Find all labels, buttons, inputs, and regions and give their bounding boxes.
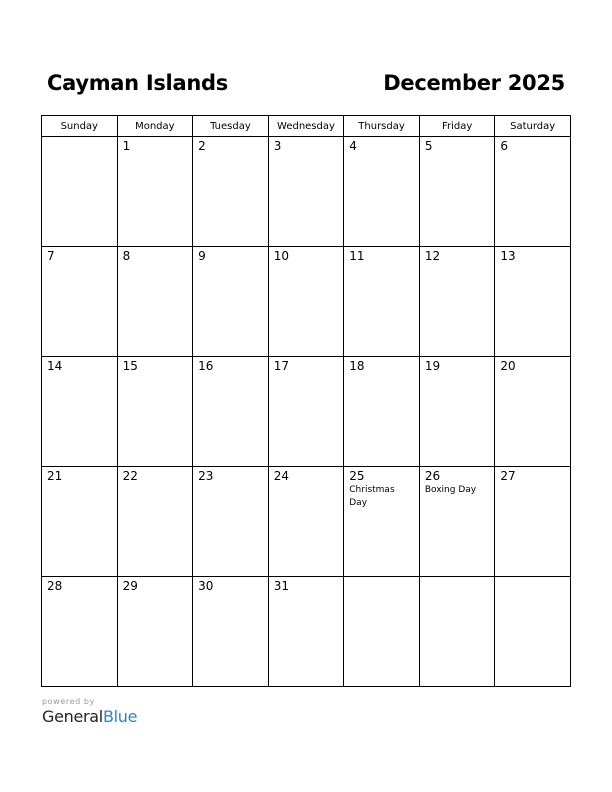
- day-number: 26: [424, 469, 441, 483]
- day-cell: [419, 357, 495, 467]
- generalblue-logo[interactable]: [42, 707, 137, 727]
- weekday-tuesday: Tuesday: [193, 116, 269, 137]
- day-cell: [495, 247, 571, 357]
- day-cell: [193, 577, 269, 687]
- day-number: 31: [273, 579, 289, 593]
- day-cell: [193, 247, 269, 357]
- day-cell: [495, 357, 571, 467]
- month-year-title: December 2025: [383, 71, 565, 95]
- day-number: 23: [198, 469, 214, 483]
- day-cell: [42, 137, 118, 247]
- day-number: 14: [47, 359, 63, 373]
- day-cell: [344, 357, 420, 467]
- day-number: 17: [273, 359, 289, 373]
- week-row-3: [42, 357, 571, 467]
- day-cell: [42, 247, 118, 357]
- day-cell: [268, 467, 344, 577]
- day-cell: [495, 137, 571, 247]
- day-cell-empty: [344, 577, 420, 687]
- weekday-sunday: Sunday: [42, 116, 118, 137]
- day-cell: [193, 137, 269, 247]
- day-cell-empty: [495, 577, 571, 687]
- day-cell: [42, 357, 118, 467]
- week-row-4: [42, 467, 571, 577]
- day-number: 27: [500, 469, 516, 483]
- day-number: 6: [500, 139, 509, 153]
- weekday-wednesday: Wednesday: [268, 116, 344, 137]
- day-number: 25: [349, 469, 365, 483]
- day-cell: [419, 247, 495, 357]
- weekday-header-row: [42, 116, 571, 137]
- day-cell-holiday: [344, 467, 420, 577]
- day-cell: [117, 577, 193, 687]
- day-cell: [419, 137, 495, 247]
- brand-part-general: General: [42, 707, 103, 726]
- week-row-1: [42, 137, 571, 247]
- day-cell: [117, 247, 193, 357]
- powered-by-text: powered by: [42, 697, 95, 706]
- week-row-5: [42, 577, 571, 687]
- day-number: 28: [47, 579, 63, 593]
- weekday-friday: Friday: [419, 116, 495, 137]
- day-cell: [117, 467, 193, 577]
- day-cell: [193, 357, 269, 467]
- day-number: 12: [424, 249, 441, 263]
- day-cell: [268, 247, 344, 357]
- day-number: 16: [198, 359, 214, 373]
- day-number: 1: [122, 139, 131, 153]
- day-number: 18: [349, 359, 365, 373]
- holiday-label: Christmas Day: [349, 485, 395, 508]
- day-number: 11: [349, 249, 365, 263]
- weekday-monday: Monday: [117, 116, 193, 137]
- day-number: 21: [47, 469, 63, 483]
- day-cell: [344, 247, 420, 357]
- day-cell: [117, 357, 193, 467]
- day-cell: [268, 357, 344, 467]
- day-number: 22: [122, 469, 138, 483]
- holiday-label: Boxing Day: [424, 485, 477, 495]
- day-cell: [344, 137, 420, 247]
- brand-part-blue: Blue: [102, 707, 138, 726]
- day-cell: [193, 467, 269, 577]
- day-number: 29: [122, 579, 138, 593]
- day-number: 19: [424, 359, 441, 373]
- day-number: 10: [273, 249, 289, 263]
- weekday-thursday: Thursday: [344, 116, 420, 137]
- day-number: 24: [273, 469, 289, 483]
- day-number: 2: [198, 139, 206, 153]
- country-title: Cayman Islands: [47, 71, 228, 95]
- day-cell-holiday: [419, 467, 495, 577]
- day-cell: [117, 137, 193, 247]
- day-number: 9: [198, 249, 206, 263]
- day-cell: [268, 137, 344, 247]
- day-number: 8: [122, 249, 131, 263]
- day-cell: [268, 577, 344, 687]
- footer-branding: [42, 697, 137, 727]
- day-number: 13: [500, 249, 516, 263]
- weekday-saturday: Saturday: [495, 116, 571, 137]
- day-number: 30: [198, 579, 214, 593]
- day-cell: [42, 467, 118, 577]
- day-number: 3: [273, 139, 282, 153]
- day-number: 15: [122, 359, 138, 373]
- calendar-grid: [41, 115, 571, 687]
- day-number: 5: [424, 139, 433, 153]
- day-number: 4: [349, 139, 357, 153]
- day-cell-empty: [419, 577, 495, 687]
- week-row-2: [42, 247, 571, 357]
- day-number: [42, 137, 117, 140]
- day-number: 7: [47, 249, 55, 263]
- day-cell: [42, 577, 118, 687]
- day-number: 20: [500, 359, 516, 373]
- day-cell: [495, 467, 571, 577]
